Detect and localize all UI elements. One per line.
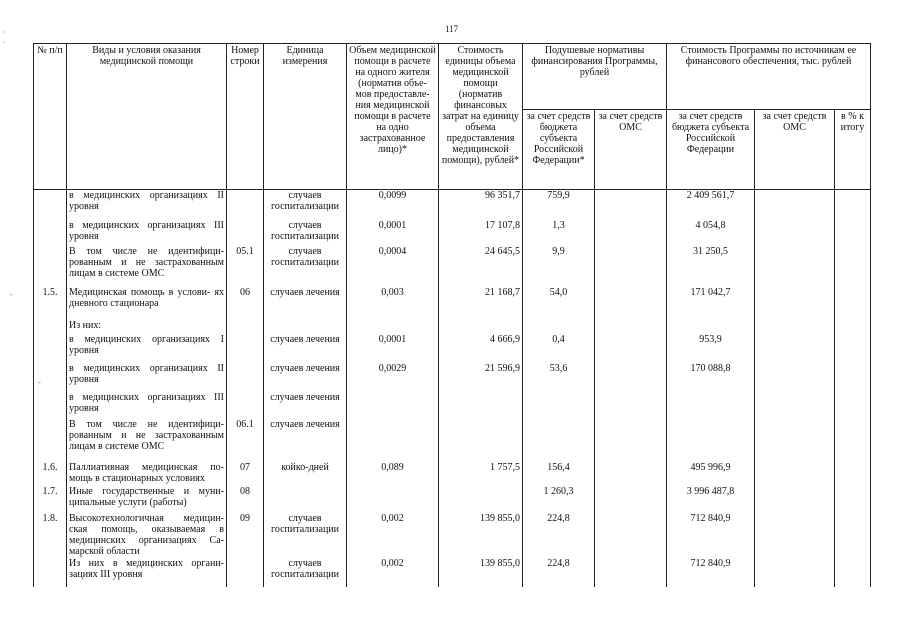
row-cost-oms xyxy=(755,220,835,246)
row-cost-budget: 712 840,9 xyxy=(667,558,755,588)
row-name: В том числе не идентифици- рованным и не застрахованным лицам в системе ОМС xyxy=(67,246,227,287)
row-unit: случаев лечения xyxy=(264,392,347,419)
table-row xyxy=(34,558,871,588)
row-volume: 0,0001 xyxy=(347,334,439,363)
row-per-capita-budget: 0,4 xyxy=(523,334,595,363)
row-unit-cost xyxy=(439,419,523,462)
row-name: Из них в медицинских органи- зациях III уровня xyxy=(67,558,227,588)
row-volume: 0,0029 xyxy=(347,363,439,392)
row-number xyxy=(34,392,67,419)
row-unit: случаев лечения xyxy=(264,334,347,363)
row-number xyxy=(34,246,67,287)
row-per-capita-oms xyxy=(595,287,667,320)
row-cost-oms xyxy=(755,558,835,588)
row-volume: 0,003 xyxy=(347,287,439,320)
row-unit: случаев лечения xyxy=(264,419,347,462)
row-per-capita-oms xyxy=(595,486,667,513)
row-cost-oms xyxy=(755,392,835,419)
row-unit-cost: 4 666,9 xyxy=(439,334,523,363)
row-cost-budget: 3 996 487,8 xyxy=(667,486,755,513)
row-volume xyxy=(347,419,439,462)
row-percent xyxy=(835,486,871,513)
header-unit: Единица измерения xyxy=(264,44,347,190)
row-per-capita-budget: 1 260,3 xyxy=(523,486,595,513)
row-number: 1.8. xyxy=(34,513,67,558)
row-per-capita-budget: 1,3 xyxy=(523,220,595,246)
row-line-number xyxy=(227,334,264,363)
header-cost-budget: за счет средств бюджета субъекта Российской Федерации xyxy=(667,110,755,190)
row-unit: случаев госпитализации xyxy=(264,190,347,220)
header-cost: Стоимость единицы объема медицинской помощи (норматив финансовых затрат на единицу объема предоставления медицинской помощи), рублей* xyxy=(439,44,523,190)
row-number: 1.5. xyxy=(34,287,67,320)
row-unit-cost: 21 168,7 xyxy=(439,287,523,320)
row-percent xyxy=(835,363,871,392)
row-per-capita-oms xyxy=(595,513,667,558)
scan-mark: - xyxy=(10,290,13,299)
row-unit xyxy=(264,486,347,513)
row-per-capita-oms xyxy=(595,558,667,588)
table-row xyxy=(34,392,871,419)
row-line-number: 06.1 xyxy=(227,419,264,462)
table-row xyxy=(34,320,871,334)
table-row xyxy=(34,190,871,220)
row-per-capita-budget: 759,9 xyxy=(523,190,595,220)
row-per-capita-oms xyxy=(595,363,667,392)
row-per-capita-oms xyxy=(595,462,667,486)
row-percent xyxy=(835,190,871,220)
row-unit: случаев госпитализации xyxy=(264,220,347,246)
row-line-number: 08 xyxy=(227,486,264,513)
row-line-number xyxy=(227,363,264,392)
row-volume: 0,002 xyxy=(347,558,439,588)
row-line-number: 06 xyxy=(227,287,264,320)
row-unit: случаев лечения xyxy=(264,363,347,392)
row-unit: случаев лечения xyxy=(264,287,347,320)
table-row xyxy=(34,363,871,392)
row-per-capita-budget: 53,6 xyxy=(523,363,595,392)
row-percent xyxy=(835,320,871,334)
row-line-number: 09 xyxy=(227,513,264,558)
row-per-capita-budget: 9,9 xyxy=(523,246,595,287)
row-number xyxy=(34,558,67,588)
row-percent xyxy=(835,220,871,246)
row-percent xyxy=(835,334,871,363)
row-line-number: 07 xyxy=(227,462,264,486)
row-name: в медицинских организациях I уровня xyxy=(67,334,227,363)
row-number xyxy=(34,320,67,334)
row-percent xyxy=(835,558,871,588)
row-percent xyxy=(835,462,871,486)
row-cost-oms xyxy=(755,419,835,462)
row-volume: 0,0099 xyxy=(347,190,439,220)
row-per-capita-budget: 54,0 xyxy=(523,287,595,320)
row-name: Из них: xyxy=(67,320,227,334)
header-volume: Объем медицинской помощи в расчете на одного жителя (норматив объе- мов предоставле- ния медицинской помощи в расчете на одно застрахованное лицо)* xyxy=(347,44,439,190)
scan-mark: · xyxy=(3,38,6,47)
scan-mark: - xyxy=(38,378,41,387)
row-per-capita-oms xyxy=(595,220,667,246)
header-name: Виды и условия оказания медицинской помощи xyxy=(67,44,227,190)
row-cost-budget xyxy=(667,320,755,334)
header-percent: в % к итогу xyxy=(835,110,871,190)
row-unit-cost: 24 645,5 xyxy=(439,246,523,287)
row-volume: 0,0004 xyxy=(347,246,439,287)
row-cost-budget: 953,9 xyxy=(667,334,755,363)
row-unit: койко-дней xyxy=(264,462,347,486)
row-volume: 0,0001 xyxy=(347,220,439,246)
row-unit-cost: 17 107,8 xyxy=(439,220,523,246)
header-line: Номер строки xyxy=(227,44,264,190)
row-cost-oms xyxy=(755,486,835,513)
row-per-capita-budget xyxy=(523,392,595,419)
header-per-capita-oms: за счет средств ОМС xyxy=(595,110,667,190)
row-unit xyxy=(264,320,347,334)
row-percent xyxy=(835,513,871,558)
scan-mark: · xyxy=(3,28,6,37)
header-num: № п/п xyxy=(34,44,67,190)
row-cost-budget: 4 054,8 xyxy=(667,220,755,246)
row-cost-budget: 495 996,9 xyxy=(667,462,755,486)
row-volume xyxy=(347,392,439,419)
row-cost-budget xyxy=(667,392,755,419)
row-per-capita-budget: 156,4 xyxy=(523,462,595,486)
table-row xyxy=(34,246,871,287)
header-per-capita-budget: за счет средств бюджета субъекта Российской Федерации* xyxy=(523,110,595,190)
row-number xyxy=(34,363,67,392)
row-unit-cost xyxy=(439,392,523,419)
row-per-capita-oms xyxy=(595,246,667,287)
row-line-number xyxy=(227,558,264,588)
row-cost-budget: 712 840,9 xyxy=(667,513,755,558)
row-cost-budget: 2 409 561,7 xyxy=(667,190,755,220)
row-name: в медицинских организациях III уровня xyxy=(67,220,227,246)
row-per-capita-budget xyxy=(523,320,595,334)
header-program-cost: Стоимость Программы по источникам ее финансового обеспечения, тыс. рублей xyxy=(667,44,871,110)
row-cost-budget xyxy=(667,419,755,462)
row-name: в медицинских организациях II уровня xyxy=(67,190,227,220)
header-per-capita: Подушевые нормативы финансирования Программы, рублей xyxy=(523,44,667,110)
row-cost-oms xyxy=(755,246,835,287)
row-per-capita-budget: 224,8 xyxy=(523,513,595,558)
row-unit-cost: 96 351,7 xyxy=(439,190,523,220)
row-cost-oms xyxy=(755,334,835,363)
row-number xyxy=(34,419,67,462)
table-header xyxy=(34,44,871,190)
row-number: 1.7. xyxy=(34,486,67,513)
row-volume xyxy=(347,320,439,334)
financing-table xyxy=(33,43,871,588)
row-cost-oms xyxy=(755,190,835,220)
row-per-capita-oms xyxy=(595,320,667,334)
row-percent xyxy=(835,246,871,287)
table-row xyxy=(34,220,871,246)
table-row xyxy=(34,513,871,558)
row-name: Иные государственные и муни- ципальные услуги (работы) xyxy=(67,486,227,513)
row-cost-budget: 171 042,7 xyxy=(667,287,755,320)
row-unit-cost: 139 855,0 xyxy=(439,558,523,588)
header-cost-oms: за счет средств ОМС xyxy=(755,110,835,190)
row-line-number: 05.1 xyxy=(227,246,264,287)
row-name: Паллиативная медицинская по- мощь в стационарных условиях xyxy=(67,462,227,486)
row-unit-cost xyxy=(439,486,523,513)
row-percent xyxy=(835,419,871,462)
row-unit: случаев госпитализации xyxy=(264,558,347,588)
table-row xyxy=(34,462,871,486)
row-number xyxy=(34,220,67,246)
page-number: 117 xyxy=(445,24,459,34)
row-number: 1.6. xyxy=(34,462,67,486)
row-unit-cost xyxy=(439,320,523,334)
row-unit: случаев госпитализации xyxy=(264,246,347,287)
row-cost-oms xyxy=(755,320,835,334)
row-percent xyxy=(835,392,871,419)
table-body xyxy=(34,190,871,588)
row-per-capita-budget xyxy=(523,419,595,462)
row-unit-cost: 139 855,0 xyxy=(439,513,523,558)
row-cost-oms xyxy=(755,363,835,392)
row-name: В том числе не идентифици- рованным и не застрахованным лицам в системе ОМС xyxy=(67,419,227,462)
row-line-number xyxy=(227,392,264,419)
row-name: в медицинских организациях II уровня xyxy=(67,363,227,392)
row-cost-budget: 170 088,8 xyxy=(667,363,755,392)
row-per-capita-oms xyxy=(595,190,667,220)
row-line-number xyxy=(227,220,264,246)
row-cost-oms xyxy=(755,287,835,320)
row-per-capita-oms xyxy=(595,419,667,462)
row-name: Медицинская помощь в услови- ях дневного стационара xyxy=(67,287,227,320)
row-line-number xyxy=(227,190,264,220)
row-name: Высокотехнологичная медицин- ская помощь, оказываемая в медицинских организациях Са- марской области xyxy=(67,513,227,558)
table-row xyxy=(34,419,871,462)
table-row xyxy=(34,334,871,363)
row-volume: 0,002 xyxy=(347,513,439,558)
row-volume: 0,089 xyxy=(347,462,439,486)
row-unit-cost: 21 596,9 xyxy=(439,363,523,392)
row-per-capita-oms xyxy=(595,392,667,419)
row-cost-budget: 31 250,5 xyxy=(667,246,755,287)
row-percent xyxy=(835,287,871,320)
table-row xyxy=(34,486,871,513)
row-unit: случаев госпитализации xyxy=(264,513,347,558)
row-line-number xyxy=(227,320,264,334)
row-number xyxy=(34,190,67,220)
row-volume xyxy=(347,486,439,513)
row-name: в медицинских организациях III уровня xyxy=(67,392,227,419)
row-cost-oms xyxy=(755,462,835,486)
row-number xyxy=(34,334,67,363)
row-per-capita-oms xyxy=(595,334,667,363)
row-unit-cost: 1 757,5 xyxy=(439,462,523,486)
row-per-capita-budget: 224,8 xyxy=(523,558,595,588)
table-row xyxy=(34,287,871,320)
row-cost-oms xyxy=(755,513,835,558)
